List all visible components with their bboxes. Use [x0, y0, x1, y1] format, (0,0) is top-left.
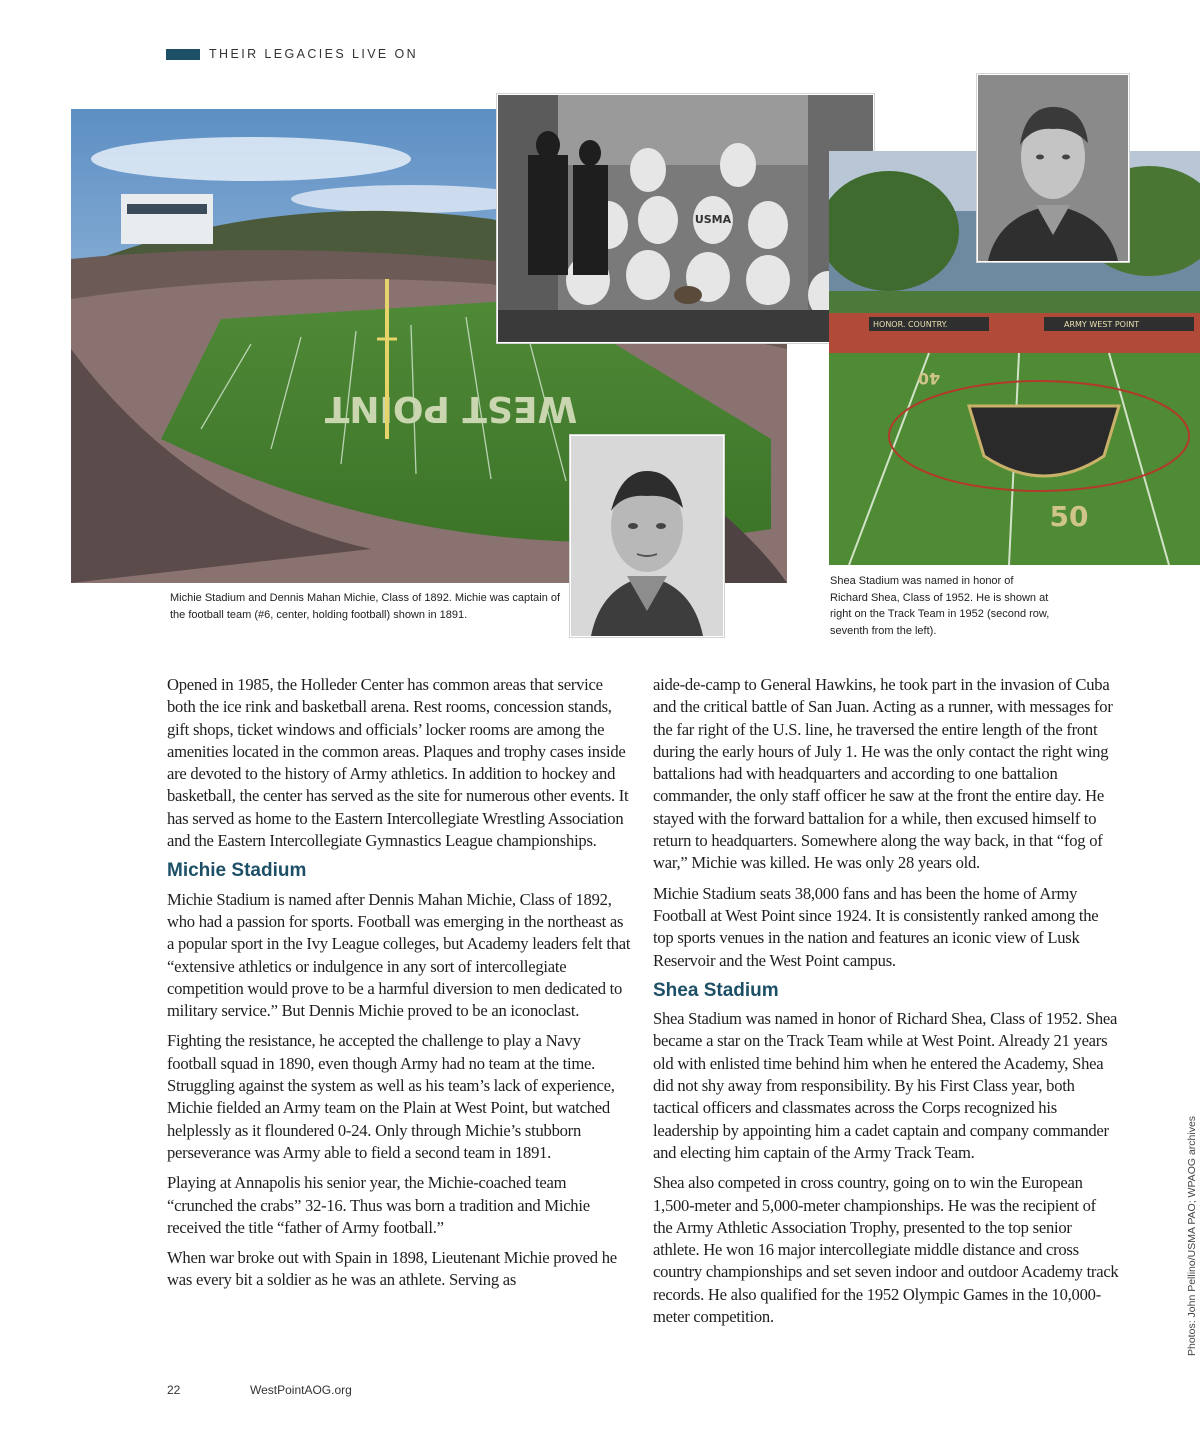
field-wordmark: WEST POINT — [324, 388, 578, 429]
michie-paragraph-5: aide-de-camp to General Hawkins, he took part in the invasion of Cuba and the critical battle of San Juan. Acting as a runner, with messages for the far right of the U.S. line, he traversed the entire length of the front during the early hours of July 1. He was the only contact the right wing battalions had with headquarters and according to one battalion commander, the only staff officer he saw at the front the entire day. He stayed with the forward battalion for a while, then excused himself to return to headquarters. Somewhere along the way back, in that “fog of war,” Michie was killed. He was only 28 years old. — [653, 675, 1113, 873]
michie-paragraph-4: When war broke out with Spain in 1898, Lieutenant Michie proved he was every bit a soldier as he was an athlete. Serving as — [167, 1248, 617, 1290]
michie-paragraph-6: Michie Stadium seats 38,000 fans and has been the home of Army Football at West Point since 1924. It is consistently ranked among the top sports venues in the nation and features an iconic view of Lusk Reservoir and the West Point campus. — [653, 883, 1099, 970]
article-right-column — [653, 674, 1119, 1336]
michie-paragraph-2: Fighting the resistance, he accepted the challenge to play a Navy football squad in 1890, even though Army had no team at the time. Struggling against the system as well as his team’s lack of experience, Michie fielded an Army team on the Plain at West Point, but watched helplessly as it floundered 0-24. Only through Michie’s stubborn perseverance was Army able to field a second team in 1891. — [167, 1031, 615, 1162]
michie-stadium-heading: Michie Stadium — [167, 860, 307, 882]
michie-paragraph-3: Playing at Annapolis his senior year, the Michie-coached team “crunched the crabs” 32-16. Thus was born a tradition and Michie received the title “father of Army football.” — [167, 1173, 590, 1237]
intro-paragraph: Opened in 1985, the Holleder Center has common areas that service both the ice rink and basketball arena. Rest rooms, concession stands, gift shops, ticket windows and officials’ locker rooms are among the amenities located in the common areas. Plaques and trophy cases inside are devoted to the history of Army athletics. In addition to hockey and basketball, the center has served as the site for numerous other events. It has served as home to the Eastern Intercollegiate Wrestling Association and the Eastern Intercollegiate Gymnastics League championships. — [167, 675, 629, 851]
section-header-bar — [166, 49, 200, 60]
shea-paragraph-2: Shea also competed in cross country, going on to win the European 1,500-meter and 5,000-meter championships. He was the recipient of the Army Athletic Association Trophy, presented to the top senior athlete. He won 16 major intercollegiate middle distance and cross country championships and set seven indoor and outdoor Academy track records. He also qualified for the 1952 Olympic Games in the 10,000-meter competition. — [653, 1173, 1119, 1327]
shea-stadium-heading: Shea Stadium — [653, 979, 779, 1001]
shea-photo-caption: Shea Stadium was named in honor of Richard Shea, Class of 1952. He is shown at right on the Track Team in 1952 (second row, seventh from the left). — [830, 575, 1050, 637]
shea-portrait — [977, 74, 1129, 262]
michie-paragraph-1: Michie Stadium is named after Dennis Mahan Michie, Class of 1892, who had a passion for sports. Football was emerging in the northeast as a popular sport in the Ivy League colleges, but Academy leaders felt that “extensive athletics or indulgence in any sort of intercollegiate competition would prove to be a harmful diversion to men dedicated to military service.” But Dennis Michie proved to be an iconoclast. — [167, 889, 631, 1021]
section-label: THEIR LEGACIES LIVE ON — [209, 47, 419, 61]
michie-portrait — [570, 435, 724, 637]
article-left-column — [167, 674, 633, 1300]
page-number: 22 — [167, 1383, 181, 1397]
team-1891-photo — [497, 94, 874, 343]
section-header — [166, 47, 418, 61]
shea-paragraph-1: Shea Stadium was named in honor of Richard Shea, Class of 1952. Shea became a star on the Track Team while at West Point. Already 21 years old with enlisted time behind him when he entered the Academy, Shea did not shy away from responsibility. By his First Class year, both tactical officers and classmates across the Corps recognized his leadership by appointing him a cadet captain and company commander and electing him captain of the Army Track Team. — [653, 1009, 1118, 1162]
photo-credit: Photos: John Pellino/USMA PAO; WPAOG archives — [1186, 1115, 1198, 1356]
field-yard-number-far: 40 — [917, 369, 941, 388]
banner-left-text: HONOR. COUNTRY. — [873, 320, 948, 329]
footer-site-link[interactable]: WestPointAOG.org — [250, 1383, 352, 1397]
jersey-text: USMA — [694, 213, 732, 226]
banner-right-text: ARMY WEST POINT — [1064, 320, 1140, 329]
michie-photo-caption: Michie Stadium and Dennis Mahan Michie, Class of 1892. Michie was captain of the football team (#6, center, holding football) shown in 1891. — [170, 592, 561, 621]
field-yard-number: 50 — [1049, 500, 1089, 533]
